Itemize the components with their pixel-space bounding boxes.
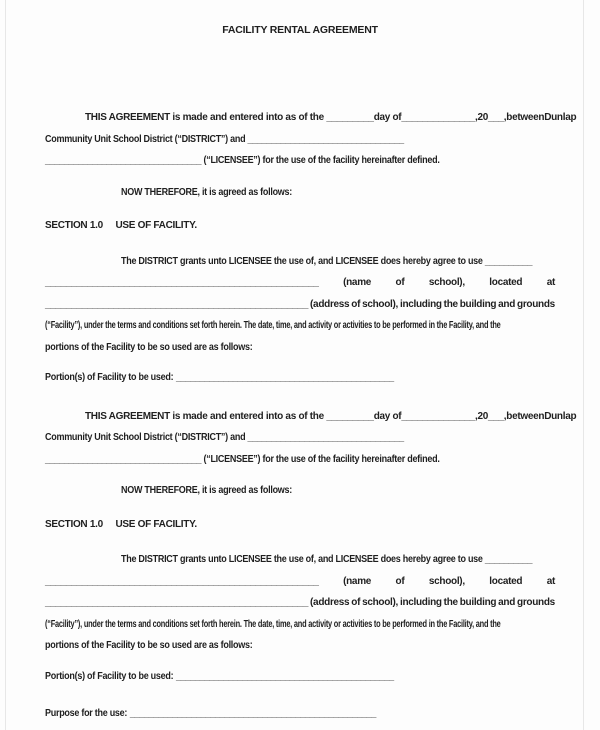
section-heading-line	[45, 215, 555, 237]
portion-line	[45, 666, 555, 688]
name-of-school-line: ____________________________________________________ (name of school), located at	[45, 575, 555, 587]
agreement-block-2	[45, 406, 577, 688]
purpose-blank-field: ____________________________________________________	[129, 708, 377, 719]
facility-terms-line-1: (“Facility”), under the terms and conditions set forth herein. The date, time, and activity or activities to be performed in the Facility, and the	[45, 618, 501, 630]
portion-line	[45, 367, 555, 389]
section-number: SECTION 1.0	[45, 518, 103, 530]
address-of-school-line: __________________________________________________ (address of school), including the building and grounds	[45, 597, 555, 608]
section-title: USE OF FACILITY.	[115, 220, 197, 231]
purpose-line	[45, 703, 555, 725]
now-therefore-line: NOW THEREFORE, it is agreed as follows:	[121, 485, 292, 496]
portion-label: Portion(s) of Facility to be used:	[45, 670, 174, 682]
document-content	[45, 23, 577, 725]
portion-label: Portion(s) of Facility to be used:	[45, 372, 174, 383]
facility-terms-line-1: (“Facility”), under the terms and conditions set forth herein. The date, time, and activity or activities to be performed in the Facility, and the	[45, 320, 501, 331]
section-title: USE OF FACILITY.	[115, 518, 197, 530]
portion-blank-field: ______________________________________________	[176, 670, 394, 682]
portion-blank-field: ______________________________________________	[176, 372, 394, 383]
section-number: SECTION 1.0	[45, 220, 103, 231]
page-left-edge-line	[5, 0, 6, 730]
intro-line-3: _________________________________ (“LICENSEE”) for the use of the facility hereinafter defined.	[45, 453, 440, 465]
purpose-label: Purpose for the use:	[45, 708, 128, 719]
now-therefore-line: NOW THEREFORE, it is agreed as follows:	[121, 186, 292, 198]
page-right-edge-line	[583, 0, 584, 730]
agreement-block-1	[45, 107, 577, 389]
grant-line-1: The DISTRICT grants unto LICENSEE the use of, and LICENSEE does hereby agree to use __________	[121, 554, 533, 565]
facility-terms-line-2: portions of the Facility to be so used are as follows:	[45, 341, 253, 353]
document-title: FACILITY RENTAL AGREEMENT	[222, 24, 378, 36]
intro-line-2: Community Unit School District (“DISTRICT”) and _________________________________	[45, 133, 404, 145]
facility-terms-line-2: portions of the Facility to be so used are as follows:	[45, 640, 253, 651]
intro-line-1: THIS AGREEMENT is made and entered into as of the _________ day of ______________, 20___, between Dunlap	[85, 112, 577, 123]
address-of-school-line: __________________________________________________ (address of school), including the building and grounds	[45, 298, 555, 310]
intro-line-2: Community Unit School District (“DISTRICT”) and _________________________________	[45, 432, 404, 443]
intro-line-1: THIS AGREEMENT is made and entered into as of the _________ day of ______________, 20___, between Dunlap	[85, 410, 577, 422]
section-heading-line	[45, 514, 555, 536]
intro-line-3: _________________________________ (“LICENSEE”) for the use of the facility hereinafter defined.	[45, 155, 440, 166]
grant-line-1: The DISTRICT grants unto LICENSEE the use of, and LICENSEE does hereby agree to use __________	[121, 255, 533, 267]
name-of-school-line: ____________________________________________________ (name of school), located at	[45, 277, 555, 288]
